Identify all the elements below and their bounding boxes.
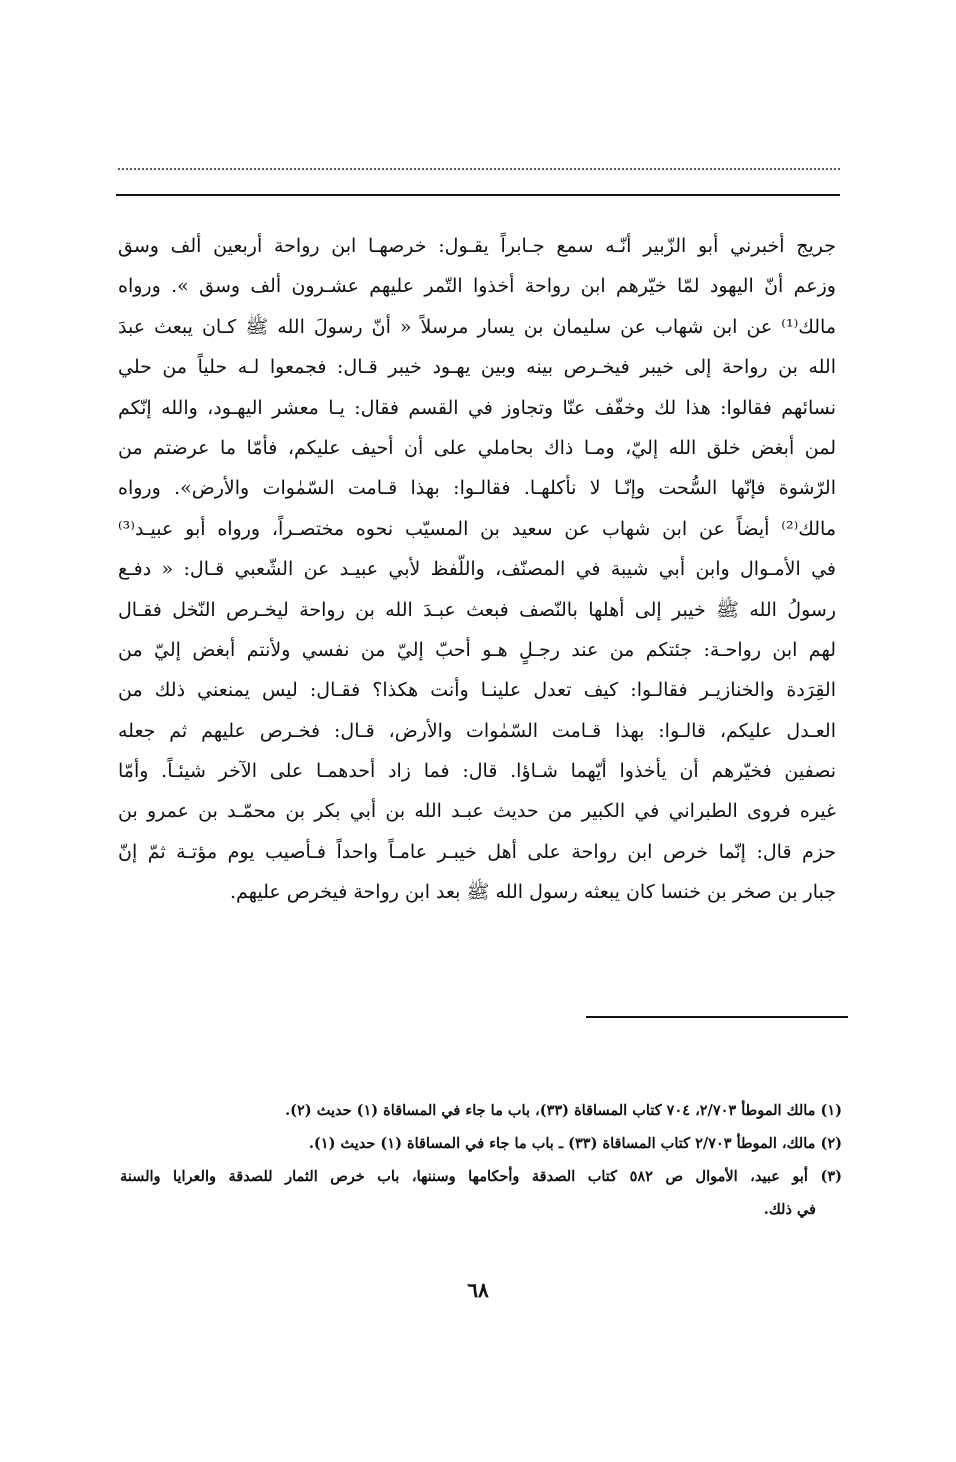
text-line-7: الرّشوة فإنّها السُّحت وإنّـا لا نأكلهـا. فقالـوا: بهذا قـامت السّمٰوات والأرض». ورواه <box>118 477 836 500</box>
footnote-2: (٢) مالك، الموطأ ٢/٧٠٣ كتاب المساقاة (٣٣) ـ باب ما جاء في المساقاة (١) حديث (١). <box>308 1135 842 1152</box>
text-line-17: جبار بن صخر بن خنسا كان يبعثه رسول الله ﷺ بعد ابن رواحة فيخرص عليهم. <box>229 881 836 904</box>
top-rule <box>116 194 840 196</box>
main-text <box>118 226 836 913</box>
text-line-3: مالك⁽¹⁾ عن ابن شهاب عن سليمان بن يسار مرسلاً « أنّ رسولَ الله ﷺ كـان يبعث عبدَ <box>118 315 836 338</box>
text-line-1: جريج أخبرني أبو الزّبير أنّـه سمع جـابراً يقـول: خرصهـا ابن رواحة أربعين ألف وسق <box>118 235 836 257</box>
text-line-10: رسولُ الله ﷺ خيبر إلى أهلها بالنّصف فبعث عبـدَ الله بن رواحة ليخـرص النّخل فقـال <box>118 598 836 621</box>
text-line-8: مالك⁽²⁾ أيضاً عن ابن شهاب عن سعيد بن المسيّب نحوه مختصـراً، ورواه أبو عبيـد⁽³⁾ <box>118 517 836 540</box>
text-line-14: نصفين فخيّرهم أن يأخذوا أيّهما شـاؤا. قال: فما زاد أحدهمـا على الآخر شيئـاً. وأمّا <box>118 760 836 783</box>
text-line-4: الله بن رواحة إلى خيبر فيخـرص بينه وبين يهـود خيبر قـال: فجمعوا لـه حلياً من حلي <box>118 356 836 379</box>
text-line-6: لمن أبغض خلق الله إليّ، ومـا ذاك بحاملي على أن أحيف عليكم، فأمّا ما عرضتم من <box>118 436 836 459</box>
text-line-13: العـدل عليكم، قالـوا: بهذا قـامت السّمٰوات والأرض، قـال: فخـرص عليهم ثم جعله <box>118 719 836 742</box>
page-number: ٦٨ <box>467 1278 489 1302</box>
text-line-15: غيره فروى الطبراني في الكبير من حديث عبـد الله بن أبي بكر بن محمّـد بن عمرو بن <box>118 800 836 823</box>
text-line-12: القِرَدة والخنازيـر فقالـوا: كيف تعدل علينـا وأنت هكذا؟ فقـال: ليس يمنعني ذلك من <box>118 679 836 702</box>
footnotes <box>120 1094 842 1226</box>
footnote-3: (٣) أبو عبيد، الأموال ص ٥٨٢ كتاب الصدقة وأحكامها وسننها، باب خرص الثمار للصدقة والعرايا والسنة <box>120 1168 842 1185</box>
text-line-2: وزعم أنّ اليهود لمّا خيّرهم ابن رواحة أخذوا التّمر عليهم عشـرون ألف وسق ». ورواه <box>118 275 836 298</box>
dotted-separator <box>118 168 840 170</box>
text-line-11: لهم ابن رواحـة: جئتكم من عند رجـلٍ هـو أحبّ إليّ من نفسي ولأنتم أبغض إليّ من <box>118 638 836 661</box>
footnote-rule <box>586 1016 848 1018</box>
text-line-5: نسائهم فقالوا: هذا لك وخفّف عنّا وتجاوز في القسم فقال: يـا معشر اليهـود، والله إنّكم <box>118 396 836 419</box>
footnote-1: (١) مالك الموطأ ٢/٧٠٣، ٧٠٤ كتاب المساقاة (٣٣)، باب ما جاء في المساقاة (١) حديث (٢). <box>285 1102 842 1119</box>
footnote-3-continuation: في ذلك. <box>763 1201 816 1218</box>
text-line-9: في الأمـوال وابن أبي شيبة في المصنّف، واللّفظ لأبي عبيـد عن الشّعبي قـال: « دفـع <box>118 558 836 581</box>
text-line-16: حزم قال: إنّما خرص ابن رواحة على أهل خيبـر عامـاً واحداً فـأصيب يوم مؤتـة ثمّ إنّ <box>118 840 836 863</box>
